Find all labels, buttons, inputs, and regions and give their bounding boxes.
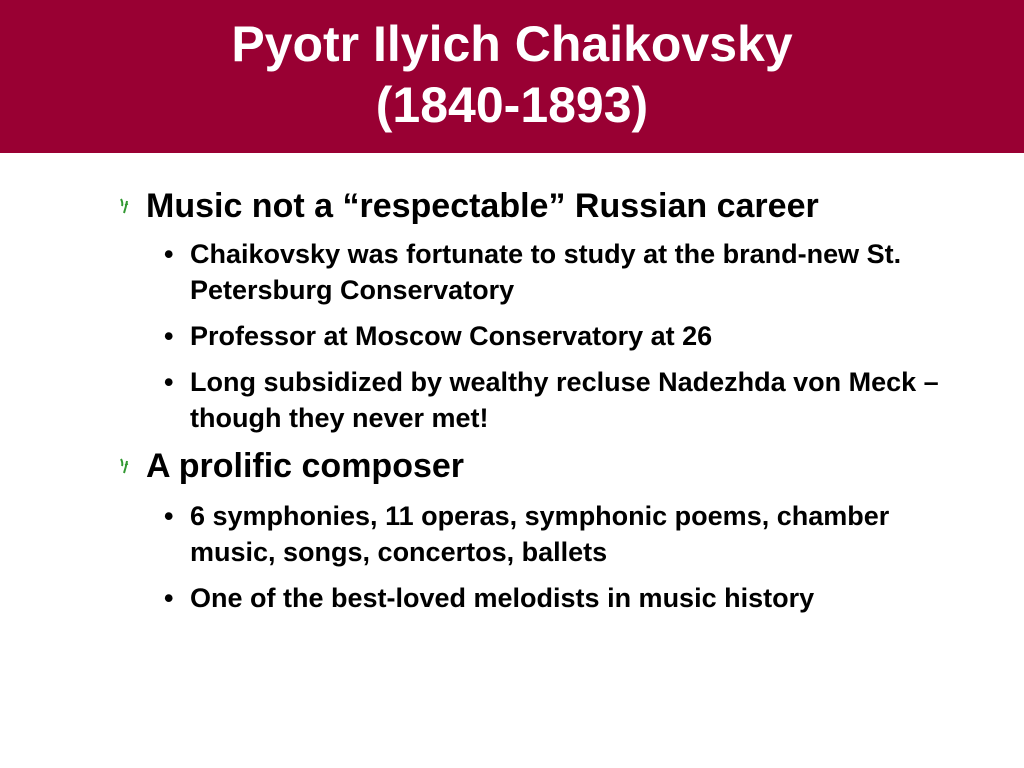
slide-title-name: Pyotr Ilyich Chaikovsky — [231, 16, 793, 72]
section-heading: A prolific composer — [146, 447, 465, 485]
list-item: Long subsidized by wealthy recluse Nadezhda von Meck – though they never met! — [190, 367, 939, 433]
green-sprig-bullet-icon — [117, 456, 131, 476]
bullet-dot-icon: • — [164, 367, 174, 397]
list-item: 6 symphonies, 11 operas, symphonic poems, chamber music, songs, concertos, ballets — [190, 501, 890, 567]
bullet-dot-icon: • — [164, 239, 174, 269]
list-item: Professor at Moscow Conservatory at 26 — [190, 321, 713, 351]
bullet-dot-icon: • — [164, 501, 174, 531]
section-heading: Music not a “respectable” Russian career — [146, 187, 819, 225]
list-item: Chaikovsky was fortunate to study at the brand-new St. Petersburg Conservatory — [190, 239, 902, 305]
bullet-dot-icon: • — [164, 583, 174, 613]
list-item: One of the best-loved melodists in music history — [190, 583, 815, 613]
bullet-dot-icon: • — [164, 321, 174, 351]
green-sprig-bullet-icon — [117, 196, 131, 216]
slide-title-dates: (1840-1893) — [375, 77, 649, 133]
